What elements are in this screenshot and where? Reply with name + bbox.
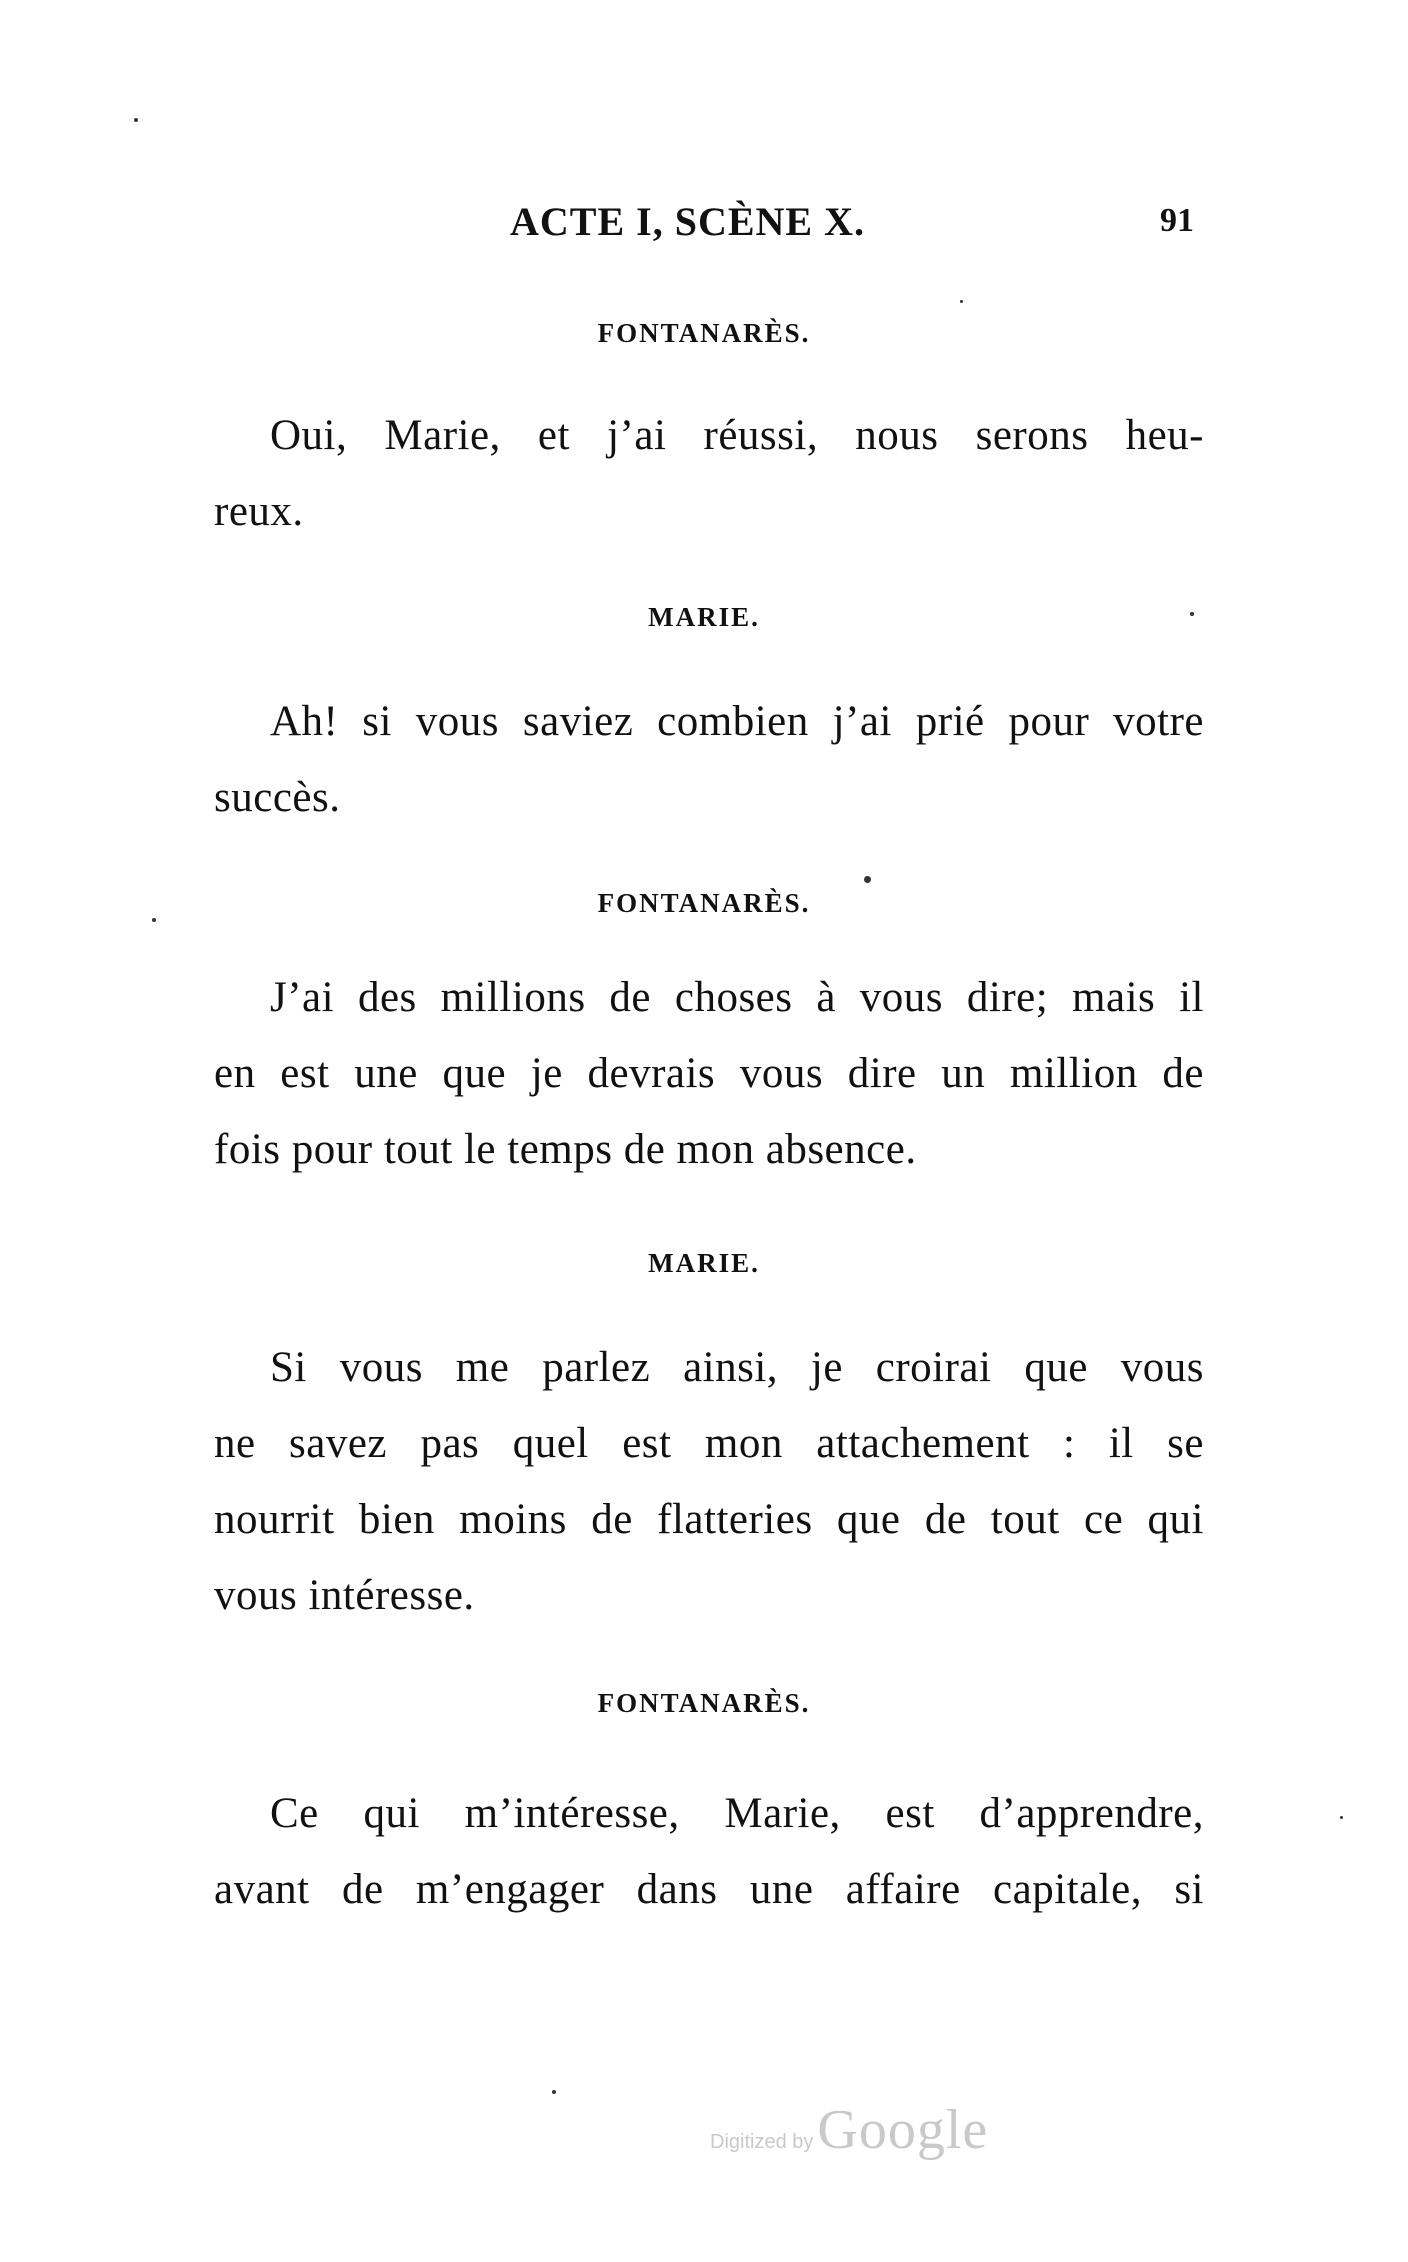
speech-line: J’ai des millions de choses à vous dire; mais il	[270, 974, 1204, 1021]
speech-line: en est une que je devrais vous dire un million de	[214, 1050, 1204, 1097]
speech-paragraph	[214, 398, 1204, 550]
scan-speck	[134, 118, 138, 122]
speech-paragraph	[214, 1776, 1204, 1928]
speech-line: avant de m’engager dans une affaire capitale, si	[214, 1866, 1204, 1913]
scan-speck	[552, 2090, 556, 2094]
scan-speck	[1340, 1816, 1343, 1819]
speech-paragraph	[214, 684, 1204, 836]
speaker-name: FONTANARÈS.	[597, 318, 811, 348]
speech-paragraph	[214, 1330, 1204, 1634]
scan-speck	[960, 300, 963, 303]
running-head	[210, 198, 1210, 258]
speech-paragraph	[214, 960, 1204, 1188]
speaker-name: FONTANARÈS.	[597, 1688, 811, 1718]
speaker-name: MARIE.	[648, 1248, 760, 1278]
running-title: ACTE I, SCÈNE X.	[510, 199, 865, 244]
speech-line: Ce qui m’intéresse, Marie, est d’apprendre,	[270, 1790, 1204, 1837]
scan-speck	[864, 876, 871, 883]
speech-line: Ah! si vous saviez combien j’ai prié pour votre	[270, 698, 1204, 745]
watermark-prefix: Digitized by	[710, 2131, 814, 2153]
speaker-name: MARIE.	[648, 602, 760, 632]
speech-line: reux.	[214, 488, 304, 535]
speech-line: ne savez pas quel est mon attachement : il se	[214, 1420, 1204, 1467]
speaker-name: FONTANARÈS.	[597, 888, 811, 918]
speech-line: Oui, Marie, et j’ai réussi, nous serons heu-	[270, 412, 1204, 459]
speech-line: nourrit bien moins de flatteries que de tout ce qui	[214, 1496, 1204, 1543]
digitization-watermark	[710, 2098, 1030, 2168]
speech-line: Si vous me parlez ainsi, je croirai que vous	[270, 1344, 1204, 1391]
speech-line: fois pour tout le temps de mon absence.	[214, 1126, 917, 1173]
page-number: 91	[1160, 202, 1194, 239]
scan-speck	[1190, 612, 1194, 616]
watermark-brand: Google	[817, 2099, 989, 2161]
speech-line: succès.	[214, 774, 341, 821]
speech-line: vous intéresse.	[214, 1572, 475, 1619]
scan-speck	[152, 918, 156, 922]
